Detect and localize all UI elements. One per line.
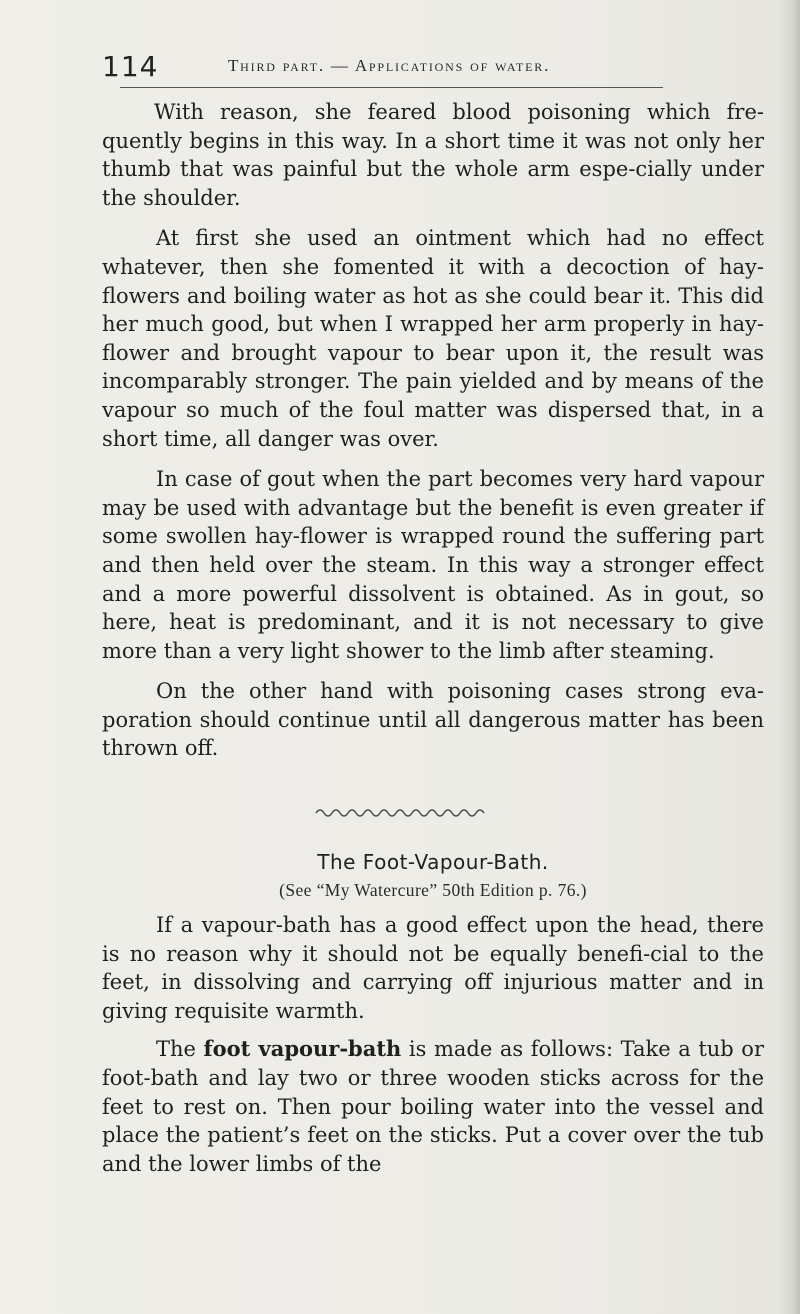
paragraph: On the other hand with poisoning cases strong eva-poration should continue until all dangerous matter has been thrown off. — [102, 679, 764, 761]
paragraph: At first she used an ointment which had no effect whatever, then she fomented it with a decoction of hay-flowers and boiling water as hot as she could bear it. This did her much good, but when I wrapped her arm properly in hay-flower and brought vapour to bear upon it, the result was incomparably stronger. The pain yielded and by means of the vapour so much of the foul matter was dispersed that, in a short time, all danger was over. — [102, 226, 764, 451]
page-number: 114 — [102, 50, 159, 83]
body-text — [102, 98, 764, 775]
paragraph-rest: is made as follows: Take a tub or foot-bath and lay two or three wooden sticks across for the feet to rest on. Then pour boiling water into the vessel and place the patient’s feet on the sticks. Put a cover over the tub and the lower limbs of the — [102, 1037, 764, 1176]
page-header — [102, 50, 762, 90]
paragraph: If a vapour-bath has a good effect upon the head, there is no reason why it should not be equally benefi-cial to the feet, in dissolving and carrying off injurious matter and in giving requisite warmth. — [102, 913, 764, 1023]
paragraph: In case of gout when the part becomes very hard vapour may be used with advantage but the benefit is even greater if some swollen hay-flower is wrapped round the suffering part and then held over the steam. In this way a stronger effect and a more powerful dissolvent is obtained. As in gout, so here, heat is predominant, and it is not necessary to give more than a very light shower to the limb after steaming. — [102, 467, 764, 663]
paragraph — [102, 1035, 764, 1178]
section-title: The Foot-Vapour-Bath. — [317, 850, 549, 874]
ornamental-divider — [314, 806, 490, 820]
running-head: Third part. — Applications of water. — [228, 56, 551, 75]
page-edge-shadow — [778, 0, 800, 1314]
section-reference: (See “My Watercure” 50th Edition p. 76.) — [279, 880, 587, 900]
header-rule — [120, 87, 663, 88]
paragraph: With reason, she feared blood poisoning which fre-quently begins in this way. In a short time it was not only her thumb that was painful but the whole arm espe-cially under the shoulder. — [102, 100, 764, 210]
bold-term: foot vapour-bath — [203, 1036, 402, 1062]
paragraph-lead: The — [156, 1037, 204, 1062]
section-body-text — [102, 911, 764, 1188]
